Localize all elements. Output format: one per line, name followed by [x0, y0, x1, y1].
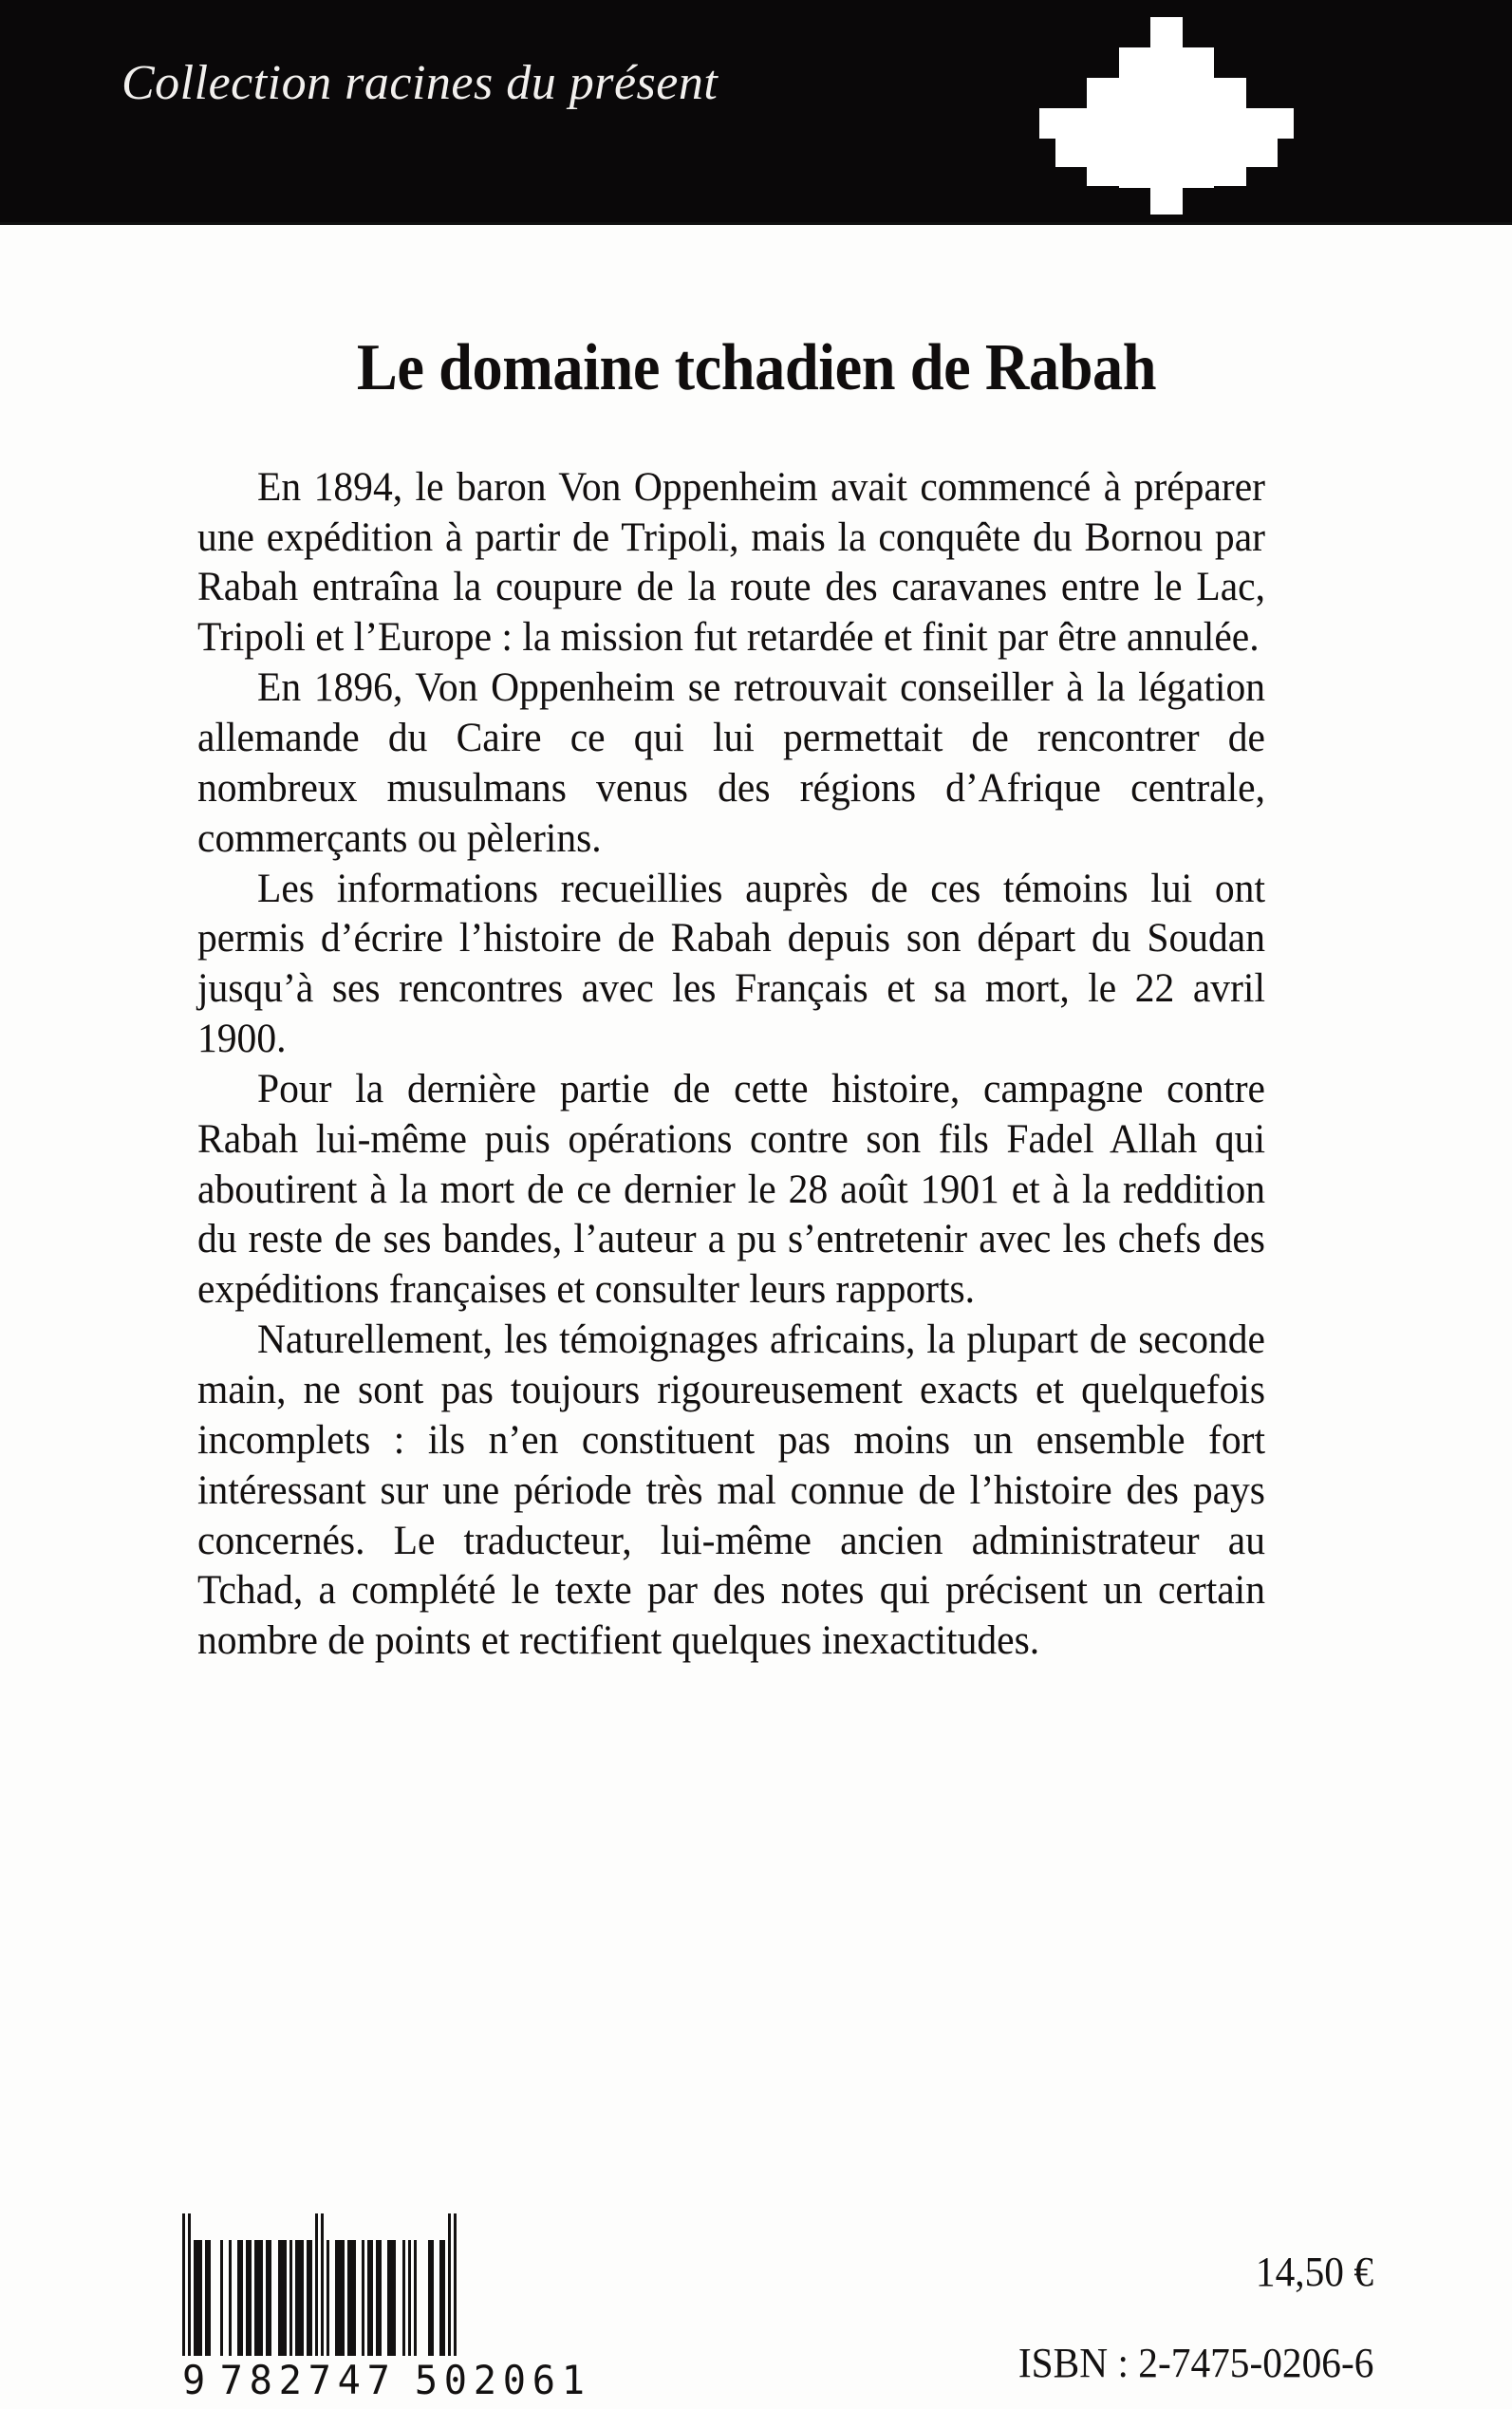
blurb-paragraph: En 1894, le baron Von Oppenheim avait commencé à préparer une expédition à partir de Tripoli, mais la conquête du Bornou par Rabah entraîna la coupure de la route des caravanes entre le Lac, Tripoli et l’Europe : la mission fut retardée et finit par être annulée. [197, 463, 1265, 661]
barcode-digits [182, 2357, 591, 2403]
barcode-left-guard-digit: 9 [182, 2357, 206, 2403]
blurb-paragraph: Les informations recueillies auprès de ces témoins lui ont permis d’écrire l’histoire de Rabah depuis son départ du Soudan jusqu’à ses rencontres avec les Français et sa mort, le 22 avril 1900. [197, 865, 1265, 1062]
blurb-paragraph: Naturellement, les témoignages africains, la plupart de seconde main, ne sont pas toujours rigoureusement exacts et quelquefois incomplets : ils n’en constituent pas moins un ensemble fort intéressant sur une période très mal connue de l’histoire des pays concernés. Le traducteur, lui-même ancien administrateur au Tchad, a complété le texte par des notes qui précisent un certain nombre de points et rectifient quelques inexactitudes. [197, 1317, 1265, 1664]
ean13-barcode [182, 2213, 591, 2403]
band-hairline [0, 222, 1512, 225]
content-column [197, 331, 1316, 1666]
header-band [0, 0, 1512, 225]
stepped-diamond-logo [1039, 17, 1294, 215]
blurb-paragraph: Pour la dernière partie de cette histoire, campagne contre Rabah lui-même puis opérations contre son fils Fadel Allah qui aboutirent à la mort de ce dernier le 28 août 1901 et à la reddition du reste de ses bandes, l’auteur a pu s’entretenir avec les chefs des expéditions françaises et consulter leurs rapports. [197, 1065, 1265, 1313]
collection-label: Collection racines du présent [121, 56, 719, 110]
barcode-bars [182, 2213, 505, 2356]
blurb-paragraph: En 1896, Von Oppenheim se retrouvait conseiller à la légation allemande du Caire ce qui lui permettait de rencontrer de nombreux musulmans venus des régions d’Afrique centrale, commerçants ou pèlerins. [197, 664, 1265, 861]
blurb-text [197, 462, 1316, 1666]
barcode-digit-group-1: 782747 [219, 2357, 397, 2403]
isbn-label: ISBN : 2-7475-0206-6 [1017, 2340, 1373, 2386]
barcode-digit-group-2: 502061 [414, 2357, 591, 2403]
price-label: 14,50 € [1255, 2249, 1373, 2295]
page-title: Le domaine tchadien de Rabah [356, 331, 1157, 404]
